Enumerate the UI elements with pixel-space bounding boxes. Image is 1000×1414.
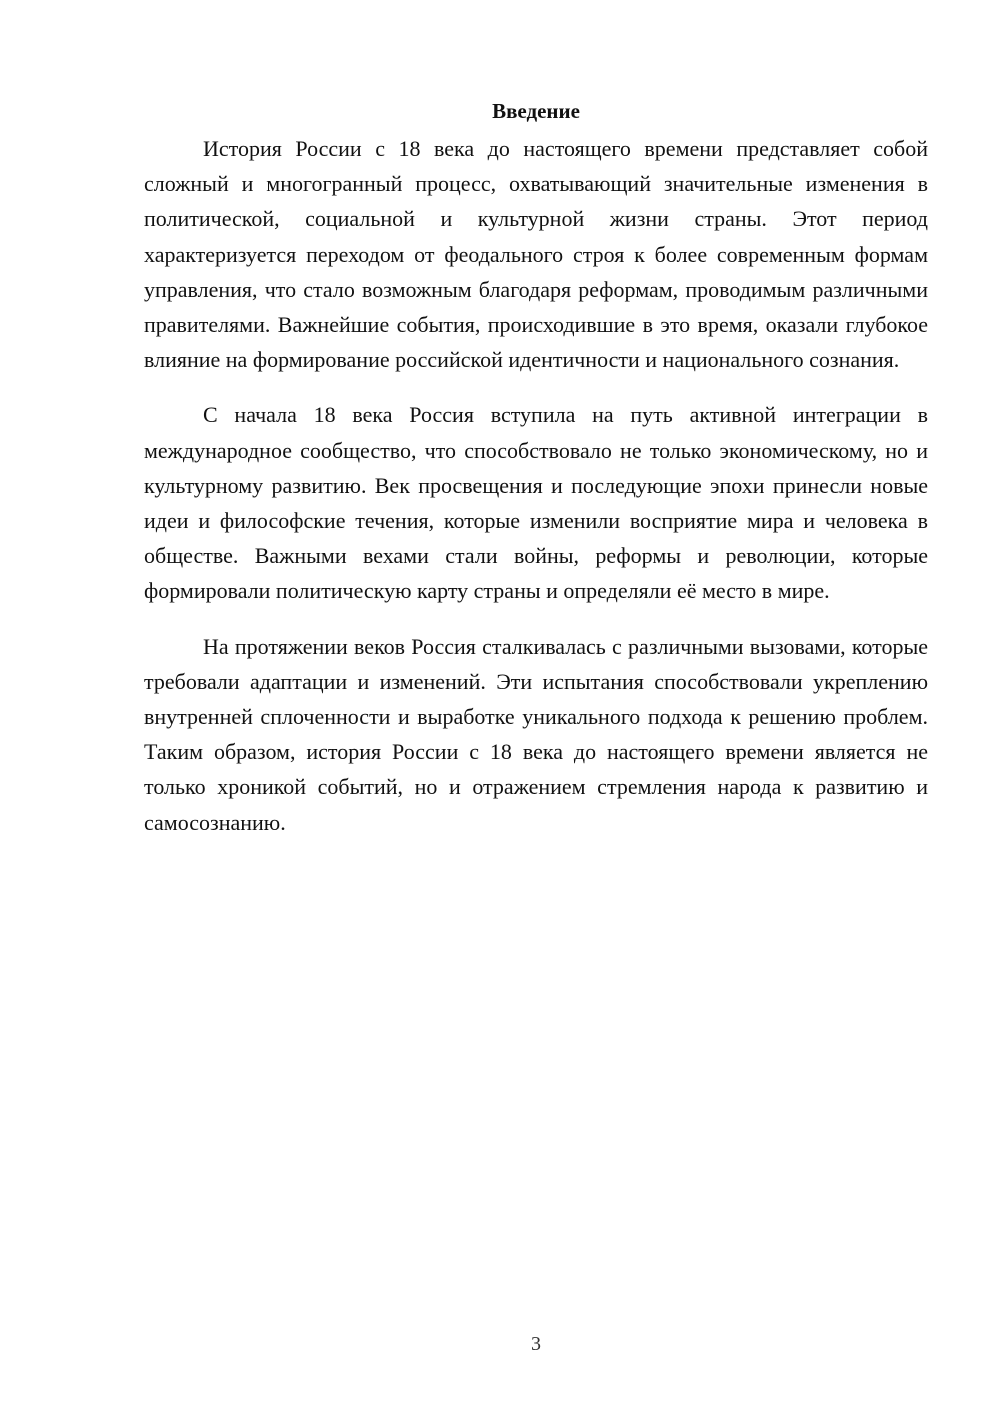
page-number: 3 <box>531 1333 541 1355</box>
page-title: Введение <box>492 99 580 123</box>
paragraph-3: На протяжении веков Россия сталкивалась с различными вызовами, которые требовали адаптации и изменений. Эти испытания способствовали укреплению внутренней сплоченности и выработке уникального подхода к решению проблем. Таким образом, история России с 18 века до настоящего времени является не только хроникой событий, но и отражением стремления народа к развитию и самосознанию. <box>144 633 928 835</box>
page-body <box>144 95 928 860</box>
paragraph-1: История России с 18 века до настоящего времени представляет собой сложный и многогранный процесс, охватывающий значительные изменения в политической, социальной и культурной жизни страны. Этот период характеризуется переходом от феодального строя к более современным формам управления, что стало возможным благодаря реформам, проводимым различными правителями. Важнейшие события, происходившие в это время, оказали глубокое влияние на формирование российской идентичности и национального сознания. <box>144 136 928 373</box>
paragraph-2: С начала 18 века Россия вступила на путь активной интеграции в международное сообщество, что способствовало не только экономическому, но и культурному развитию. Век просвещения и последующие эпохи принесли новые идеи и философские течения, которые изменили восприятие мира и человека в обществе. Важными вехами стали войны, реформы и революции, которые формировали политическую карту страны и определяли её место в мире. <box>144 402 928 604</box>
